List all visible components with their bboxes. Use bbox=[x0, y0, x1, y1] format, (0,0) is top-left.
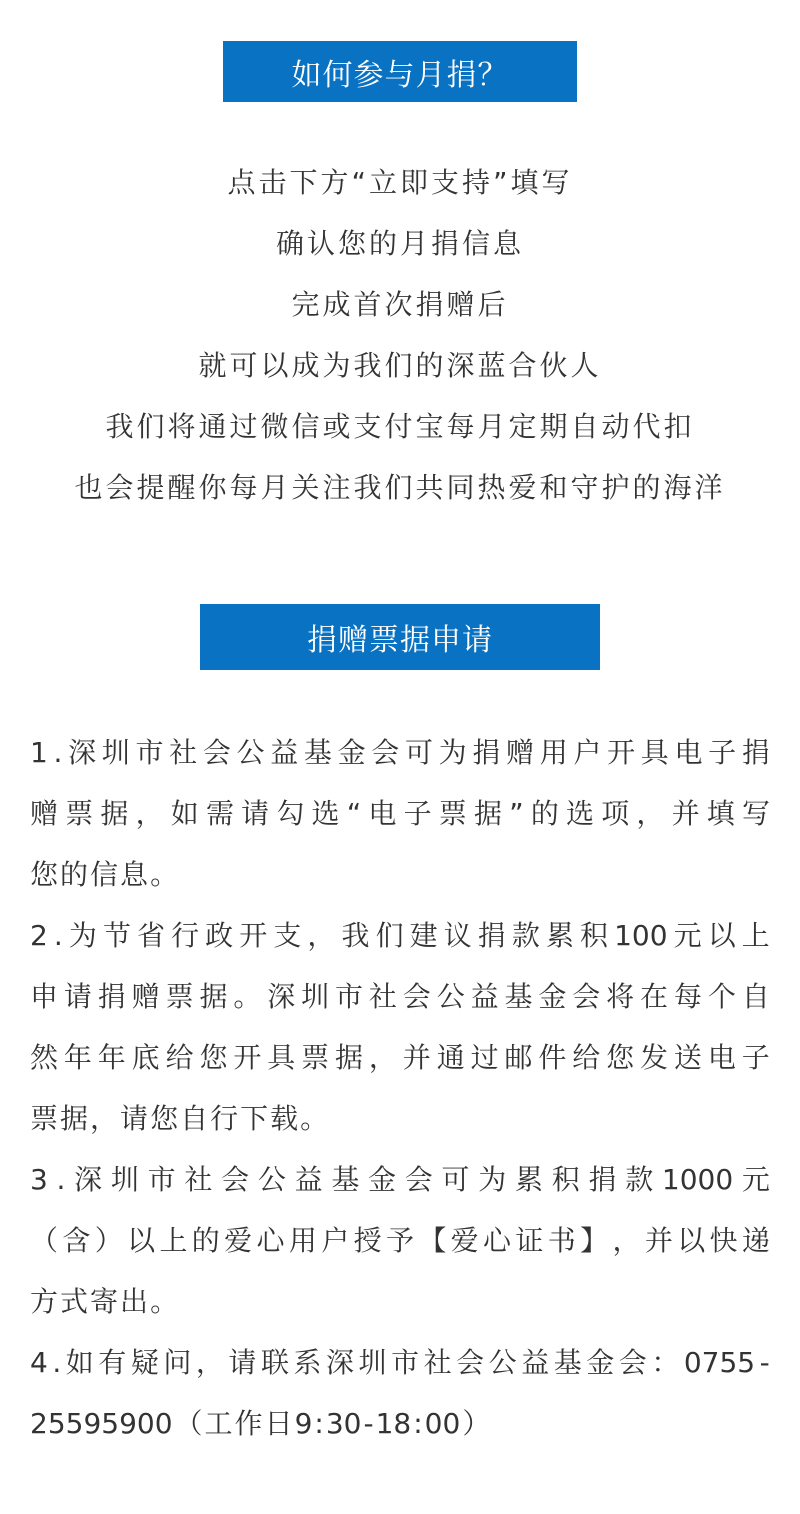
section-title-donation-receipt bbox=[200, 604, 600, 670]
note-line: 4 . 如 有 疑 问 ， 请 联 系 深 圳 市 社 会 公 益 基 金 会 ： 0755 - bbox=[30, 1346, 770, 1379]
note-line: 2 . 为 节 省 行 政 开 支 ， 我 们 建 议 捐 款 累 积 100 元 以 上 bbox=[30, 919, 770, 952]
note-line: 然 年 年 底 给 您 开 具 票 据 ， 并 通 过 邮 件 给 您 发 送 电 子 bbox=[30, 1041, 770, 1074]
section-title-text: 如何参与月捐？ bbox=[291, 57, 509, 93]
monthly-donation-steps bbox=[0, 152, 800, 518]
section-title-text: 捐赠票据申请 bbox=[307, 623, 493, 658]
note-line: 申 请 捐 赠 票 据 。 深 圳 市 社 会 公 益 基 金 会 将 在 每 个 自 bbox=[30, 980, 770, 1013]
note-line: 票 据 ， 请 您 自 行 下 载 。 bbox=[30, 1102, 329, 1135]
note-line: 您 的 信 息 。 bbox=[30, 858, 179, 891]
step-line: 完成首次捐赠后 bbox=[291, 288, 509, 321]
step-line: 也会提醒你每月关注我们共同热爱和守护的海洋 bbox=[74, 471, 726, 504]
note-line: 赠 票 据 ， 如 需 请 勾 选 “ 电 子 票 据 ” 的 选 项 ， 并 填 写 bbox=[30, 797, 770, 830]
note-line: （ 含 ） 以 上 的 爱 心 用 户 授 予 【 爱 心 证 书 】 ， 并 以 快 递 bbox=[30, 1224, 770, 1257]
note-line: 方 式 寄 出 。 bbox=[30, 1285, 179, 1318]
note-line: 1 . 深 圳 市 社 会 公 益 基 金 会 可 为 捐 赠 用 户 开 具 电 子 捐 bbox=[30, 736, 770, 769]
section-title-monthly-donation bbox=[223, 41, 577, 102]
note-line: 25595900 （ 工 作 日 9 : 30 - 18 : 00 ） bbox=[30, 1407, 491, 1440]
note-line: 3 . 深 圳 市 社 会 公 益 基 金 会 可 为 累 积 捐 款 1000 元 bbox=[30, 1163, 770, 1196]
step-line: 点击下方“立即支持”填写 bbox=[227, 166, 573, 199]
step-line: 就可以成为我们的深蓝合伙人 bbox=[198, 349, 602, 382]
step-line: 确认您的月捐信息 bbox=[275, 227, 524, 260]
donation-receipt-notes bbox=[30, 722, 770, 1454]
step-line: 我们将通过微信或支付宝每月定期自动代扣 bbox=[105, 410, 695, 443]
